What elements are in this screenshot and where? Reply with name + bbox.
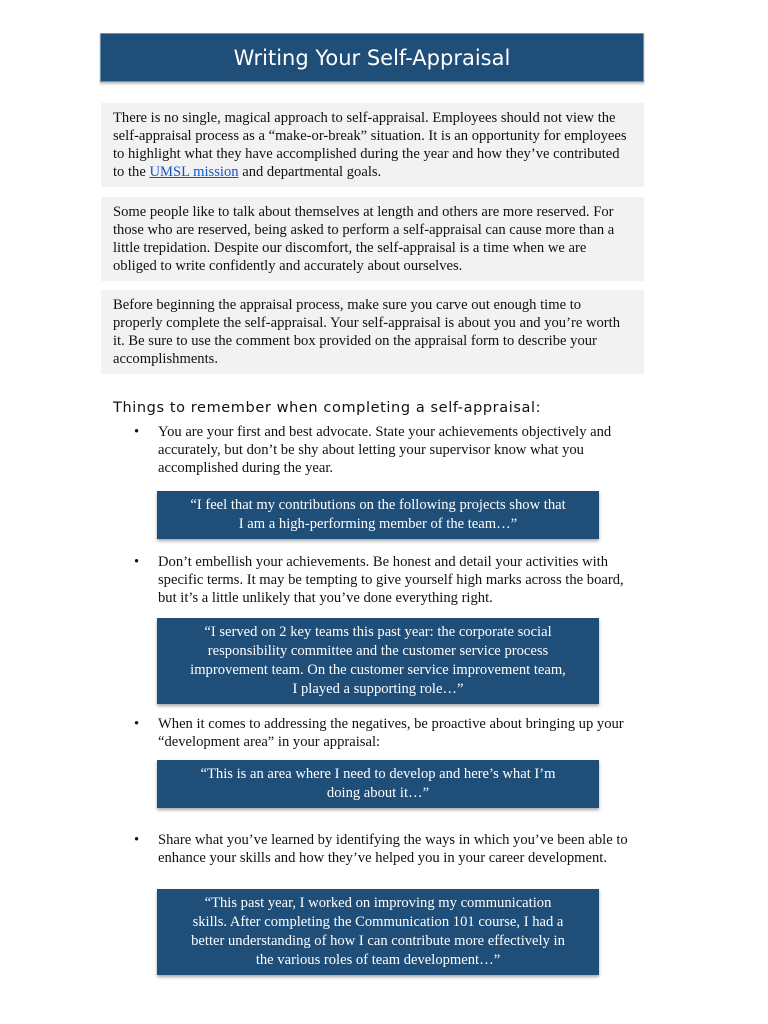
bullet-icon: • [134,424,140,440]
tip-text: Share what you’ve learned by identifying the ways in which you’ve been able to enhance your skills and how they’ve helped you in your career development. [158,832,628,866]
example-quote-box: “This past year, I worked on improving my communication skills. After completing the Communication 101 course, I had a better understanding of how I can contribute more effectively in the various roles of team development…” [157,889,599,975]
intro-text-before-link: There is no single, magical approach to self-appraisal. Employees should not view the self-appraisal process as a “make-or-break” situation. It is an opportunity for employees to highlight what they have accomplished during the year and how they’ve contributed to the [113,110,627,180]
intro-paragraph-1 [101,103,644,187]
bullet-icon: • [134,832,140,848]
tip-text: You are your first and best advocate. State your achievements objectively and accurately, but don’t be shy about letting your supervisor know what you accomplished during the year. [158,424,612,476]
intro-paragraph-3: Before beginning the appraisal process, make sure you carve out enough time to properly complete the self-appraisal. Your self-appraisal is about you and you’re worth it. Be sure to use the comment box provided on the appraisal form to describe your accomplishments. [101,290,644,374]
intro-text-after-link: and departmental goals. [238,164,382,180]
bullet-icon: • [134,554,140,570]
intro-paragraph-2: Some people like to talk about themselves at length and others are more reserved. For those who are reserved, being asked to perform a self-appraisal can cause more than a little trepidation. Despite our discomfort, the self-appraisal is a time when we are obliged to write confidently and accurately about ourselves. [101,197,644,281]
example-quote-box: “I feel that my contributions on the following projects show that I am a high-performing member of the team…” [157,491,599,539]
example-quote-box: “This is an area where I need to develop and here’s what I’m doing about it…” [157,760,599,808]
umsl-mission-link[interactable]: UMSL mission [149,164,239,180]
bullet-icon: • [134,716,140,732]
tip-text: When it comes to addressing the negatives, be proactive about bringing up your “development area” in your appraisal: [158,716,624,750]
tip-text: Don’t embellish your achievements. Be honest and detail your activities with specific terms. It may be tempting to give yourself high marks across the board, but it’s a little unlikely that you’ve done everything right. [158,554,624,606]
example-quote-box: “I served on 2 key teams this past year: the corporate social responsibility committee and the customer service process improvement team. On the customer service improvement team, I played a supporting role…” [157,618,599,704]
section-heading: Things to remember when completing a self-appraisal: [113,400,542,416]
page-title: Writing Your Self-Appraisal [100,33,644,82]
